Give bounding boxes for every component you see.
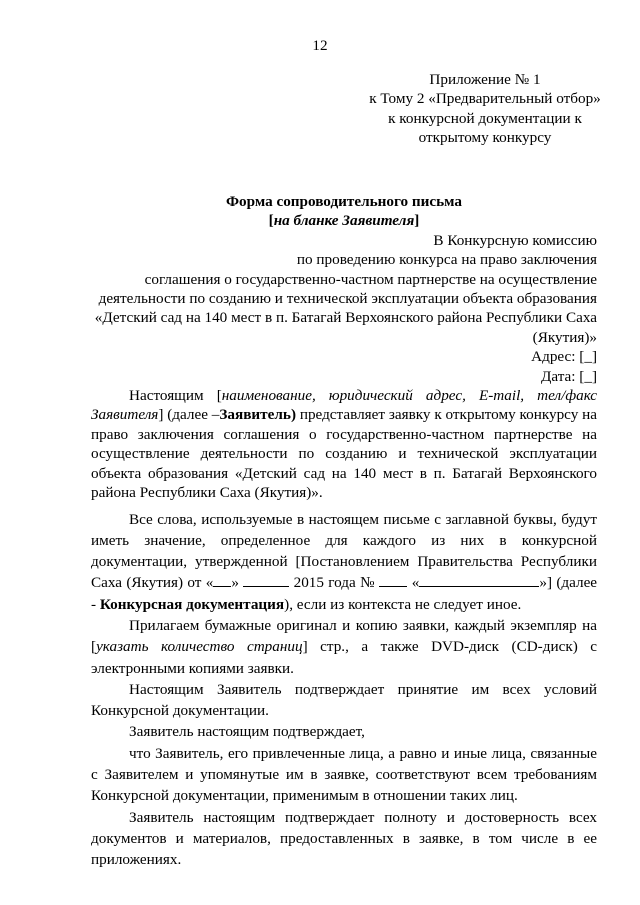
- para3-text-3: ] стр., а также DVD-диск (CD-диск) с электронными копиями заявки.: [91, 638, 598, 677]
- para2-text-3: 2015 года №: [293, 574, 376, 592]
- addressee-line-5: «Детский сад на 140 мест в п. Батагай Верхоянского района Республики Саха: [94, 309, 597, 327]
- form-subtitle: [91, 211, 597, 230]
- appendix-header: [330, 70, 640, 148]
- paragraph-applicant: [91, 386, 597, 502]
- appendix-line-3: к конкурсной документации к: [388, 109, 582, 127]
- address-field: Адрес: [_]: [531, 348, 597, 366]
- para2-text-2: »: [231, 574, 239, 592]
- addressee-line-1: В Конкурсную комиссию: [433, 231, 597, 249]
- subtitle-italic: на бланке Заявителя: [273, 212, 415, 230]
- para2-text-6: (далее -: [91, 574, 598, 613]
- appendix-line-4: открытому конкурсу: [418, 129, 552, 147]
- para2-text-1: Все слова, используемые в настоящем письме с заглавной буквы, будут иметь значение, определенное для каждого из них в конкурсной документации, утвержденной [Постановлением Правительства Республики Саха (Якутия) от «: [91, 510, 597, 592]
- subtitle-open-bracket: [: [268, 212, 274, 230]
- date-field: Дата: [_]: [541, 367, 597, 385]
- paragraph-acceptance: Настоящим Заявитель подтверждает принятие им всех условий Конкурсной документации.: [91, 680, 597, 720]
- paragraph-completeness: Заявитель настоящим подтверждает полноту и достоверность всех документов и материалов, предоставленных в заявке, в том числе в ее приложениях.: [91, 808, 597, 869]
- para1-text-3: ] (далее –: [158, 406, 220, 424]
- form-title: Форма сопроводительного письма: [225, 193, 463, 210]
- paragraph-definitions: [91, 509, 597, 615]
- title-blank: [419, 586, 539, 587]
- day-blank: [213, 586, 231, 587]
- number-blank: [379, 586, 407, 587]
- addressee-line-3: соглашения о государственно-частном партнерстве на осуществление: [144, 270, 597, 288]
- month-blank: [243, 586, 289, 587]
- addressee-line-6: (Якутия)»: [532, 328, 597, 346]
- paragraph-confirms: Заявитель настоящим подтверждает,: [129, 723, 365, 741]
- addressee-line-4: деятельности по созданию и технической эксплуатации объекта образования: [98, 290, 597, 308]
- para1-text-1: Настоящим [: [129, 387, 222, 405]
- letter-body: [91, 192, 597, 871]
- appendix-line-2: к Тому 2 «Предварительный отбор»: [369, 90, 601, 108]
- addressee-line-2: по проведению конкурса на право заключения: [296, 251, 597, 269]
- subtitle-close-bracket: ]: [414, 212, 420, 230]
- para2-bold: Конкурсная документация: [99, 595, 285, 613]
- paragraph-compliance: что Заявитель, его привлеченные лица, а равно и иные лица, связанные с Заявителем и упомянутые им в заявке, соответствуют всем требованиям Конкурсной документации, применимым в отношении таких лиц.: [91, 744, 597, 805]
- para2-text-8: ), если из контекста не следует иное.: [284, 595, 522, 613]
- para3-italic: указать количество страниц: [96, 638, 303, 656]
- para1-text-5: представляет заявку к открытому конкурсу на право заключения соглашения о государственно-частном партнерстве на осуществление деятельности по созданию и технической эксплуатации объекта образования «Детский сад на 140 мест в п. Батагай Верхоянского района Республики Саха (Якутия)».: [91, 406, 598, 502]
- para3-text-1: Прилагаем бумажные оригинал и копию заявки, каждый экземпляр на [: [91, 616, 597, 656]
- appendix-line-1: Приложение № 1: [429, 71, 541, 88]
- para2-text-4: «: [411, 574, 420, 592]
- para2-text-5: »]: [539, 574, 552, 592]
- paragraph-attachments: [91, 615, 597, 679]
- page-number: 12: [312, 37, 328, 54]
- para1-italic: наименование, юридический адрес, E-mail, тел/факс Заявителя: [91, 387, 597, 424]
- para1-bold: Заявитель): [219, 406, 296, 424]
